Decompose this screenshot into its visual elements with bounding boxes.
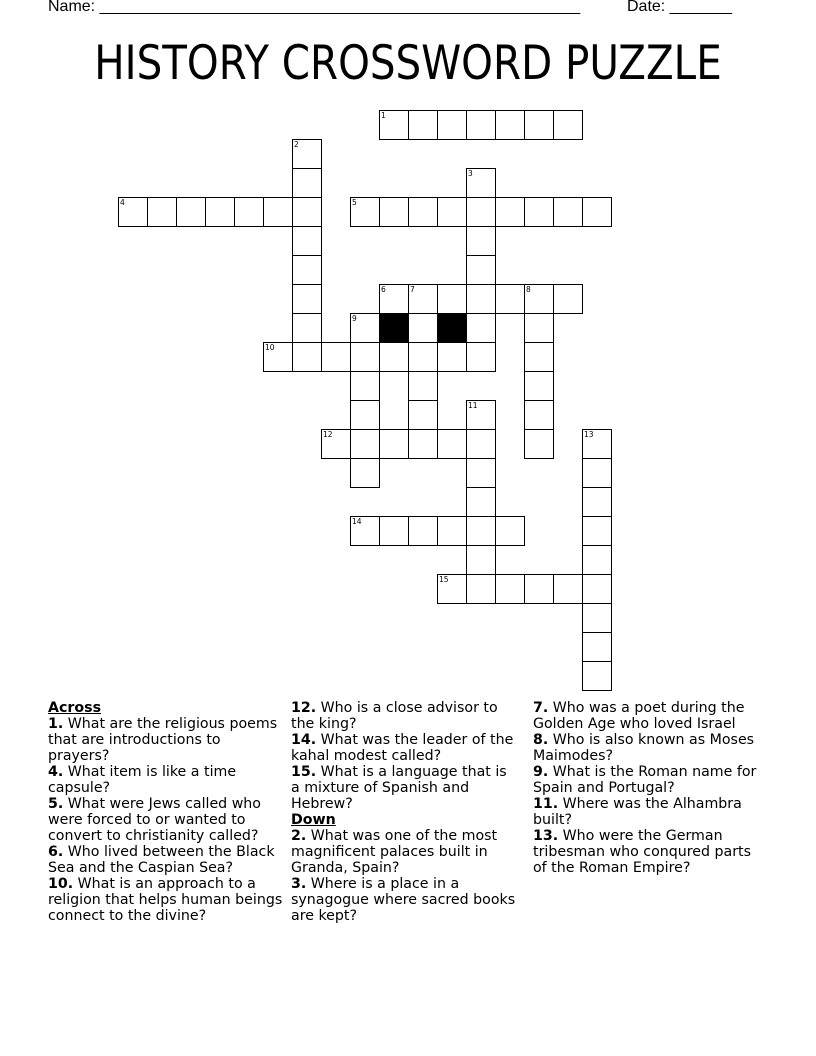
clue-number: 12 [323, 430, 333, 439]
crossword-cell[interactable] [408, 516, 438, 546]
crossword-cell[interactable] [582, 632, 612, 662]
crossword-cell[interactable] [466, 313, 496, 343]
crossword-cell[interactable] [350, 371, 380, 401]
clue-down-13: 13. Who were the German tribesman who conqured parts of the Roman Empire? [533, 828, 751, 876]
crossword-cell[interactable] [408, 313, 438, 343]
crossword-cell[interactable] [524, 429, 554, 459]
clue-number: 9 [352, 314, 357, 323]
crossword-cell[interactable] [495, 574, 525, 604]
crossword-cell[interactable] [321, 429, 351, 459]
crossword-cell[interactable] [495, 284, 525, 314]
crossword-cell[interactable] [582, 429, 612, 459]
crossword-cell[interactable] [263, 197, 293, 227]
clue-across-14: 14. What was the leader of the kahal modest called? [291, 732, 514, 764]
crossword-cell[interactable] [466, 458, 496, 488]
crossword-cell[interactable] [118, 197, 148, 227]
crossword-cell[interactable] [292, 255, 322, 285]
crossword-cell[interactable] [553, 110, 583, 140]
crossword-cell[interactable] [524, 371, 554, 401]
clue-across-12: 12. Who is a close advisor to the king? [291, 700, 498, 732]
crossword-cell[interactable] [553, 284, 583, 314]
blocked-cell [437, 313, 467, 343]
clue-down-3: 3. Where is a place in a synagogue where sacred books are kept? [291, 876, 516, 924]
crossword-cell[interactable] [437, 110, 467, 140]
crossword-cell[interactable] [292, 168, 322, 198]
crossword-cell[interactable] [437, 516, 467, 546]
crossword-cell[interactable] [582, 197, 612, 227]
clue-across-1: 1. What are the religious poems that are introductions to prayers? [48, 716, 278, 764]
crossword-cell[interactable] [408, 342, 438, 372]
clue-number: 5 [352, 198, 357, 207]
clue-across-15: 15. What is a language that is a mixture of Spanish and Hebrew? [291, 764, 507, 812]
crossword-cell[interactable] [466, 226, 496, 256]
crossword-cell[interactable] [582, 487, 612, 517]
crossword-cell[interactable] [466, 400, 496, 430]
crossword-cell[interactable] [350, 342, 380, 372]
crossword-cell[interactable] [495, 516, 525, 546]
clues-column-3 [533, 700, 765, 876]
blocked-cell [379, 313, 409, 343]
crossword-cell[interactable] [437, 342, 467, 372]
crossword-cell[interactable] [466, 487, 496, 517]
crossword-cell[interactable] [524, 197, 554, 227]
clue-down-11: 11. Where was the Alhambra built? [533, 796, 742, 828]
clue-number: 6 [381, 285, 386, 294]
crossword-cell[interactable] [292, 197, 322, 227]
date-field-label: Date: _______ [627, 0, 732, 15]
clue-number: 2 [294, 140, 299, 149]
crossword-cell[interactable] [582, 603, 612, 633]
crossword-cell[interactable] [466, 574, 496, 604]
crossword-cell[interactable] [350, 429, 380, 459]
crossword-cell[interactable] [350, 400, 380, 430]
crossword-cell[interactable] [437, 197, 467, 227]
crossword-cell[interactable] [379, 110, 409, 140]
crossword-cell[interactable] [524, 400, 554, 430]
crossword-cell[interactable] [437, 284, 467, 314]
crossword-cell[interactable] [553, 197, 583, 227]
clue-number: 11 [468, 401, 478, 410]
crossword-cell[interactable] [205, 197, 235, 227]
crossword-cell[interactable] [466, 255, 496, 285]
crossword-cell[interactable] [176, 197, 206, 227]
name-field-label: Name: ______________________________________________________ [48, 0, 581, 15]
crossword-cell[interactable] [524, 342, 554, 372]
clue-down-9: 9. What is the Roman name for Spain and Portugal? [533, 764, 757, 796]
clue-number: 3 [468, 169, 473, 178]
crossword-cell[interactable] [466, 110, 496, 140]
crossword-cell[interactable] [408, 400, 438, 430]
clues-column-2 [291, 700, 519, 924]
across-heading: Across [48, 700, 102, 716]
clue-number: 13 [584, 430, 594, 439]
clue-number: 8 [526, 285, 531, 294]
crossword-cell[interactable] [379, 516, 409, 546]
crossword-cell[interactable] [292, 139, 322, 169]
crossword-cell[interactable] [408, 429, 438, 459]
crossword-cell[interactable] [292, 342, 322, 372]
clue-number: 10 [265, 343, 275, 352]
crossword-cell[interactable] [524, 284, 554, 314]
crossword-cell[interactable] [466, 545, 496, 575]
crossword-cell[interactable] [350, 313, 380, 343]
crossword-cell[interactable] [379, 429, 409, 459]
crossword-cell[interactable] [495, 197, 525, 227]
crossword-cell[interactable] [263, 342, 293, 372]
crossword-cell[interactable] [524, 574, 554, 604]
crossword-cell[interactable] [582, 574, 612, 604]
crossword-cell[interactable] [466, 516, 496, 546]
crossword-cell[interactable] [350, 516, 380, 546]
crossword-cell[interactable] [553, 574, 583, 604]
crossword-cell[interactable] [408, 197, 438, 227]
crossword-cell[interactable] [379, 284, 409, 314]
clue-across-6: 6. Who lived between the Black Sea and the Caspian Sea? [48, 844, 275, 876]
page-title: HISTORY CROSSWORD PUZZLE [94, 36, 722, 91]
crossword-cell[interactable] [234, 197, 264, 227]
crossword-cell[interactable] [466, 168, 496, 198]
clues-column-1 [48, 700, 283, 924]
crossword-cell[interactable] [147, 197, 177, 227]
clue-number: 4 [120, 198, 125, 207]
crossword-cell[interactable] [408, 284, 438, 314]
crossword-cell[interactable] [292, 313, 322, 343]
clue-down-2: 2. What was one of the most magnificent palaces built in Granda, Spain? [291, 828, 498, 876]
crossword-cell[interactable] [582, 516, 612, 546]
crossword-cell[interactable] [582, 545, 612, 575]
crossword-cell[interactable] [408, 110, 438, 140]
crossword-cell[interactable] [466, 197, 496, 227]
crossword-cell[interactable] [466, 284, 496, 314]
crossword-cell[interactable] [466, 429, 496, 459]
clue-down-8: 8. Who is also known as Moses Maimodes? [533, 732, 755, 764]
clue-number: 7 [410, 285, 415, 294]
crossword-cell[interactable] [350, 197, 380, 227]
clue-number: 14 [352, 517, 362, 526]
crossword-cell[interactable] [408, 371, 438, 401]
crossword-cell[interactable] [495, 110, 525, 140]
crossword-cell[interactable] [292, 226, 322, 256]
crossword-cell[interactable] [582, 458, 612, 488]
crossword-cell[interactable] [582, 661, 612, 691]
crossword-cell[interactable] [437, 574, 467, 604]
crossword-cell[interactable] [437, 429, 467, 459]
crossword-cell[interactable] [524, 110, 554, 140]
crossword-cell[interactable] [321, 342, 351, 372]
clue-across-5: 5. What were Jews called who were forced to or wanted to convert to christianity called? [48, 796, 261, 844]
down-heading: Down [291, 812, 336, 828]
crossword-cell[interactable] [524, 313, 554, 343]
clue-across-4: 4. What item is like a time capsule? [48, 764, 237, 796]
clue-across-10: 10. What is an approach to a religion that helps human beings connect to the divine? [48, 876, 283, 924]
clue-number: 15 [439, 575, 449, 584]
crossword-cell[interactable] [292, 284, 322, 314]
crossword-cell[interactable] [379, 197, 409, 227]
crossword-cell[interactable] [379, 342, 409, 372]
clue-down-7: 7. Who was a poet during the Golden Age who loved Israel [533, 700, 745, 732]
clue-number: 1 [381, 111, 386, 120]
crossword-cell[interactable] [350, 458, 380, 488]
crossword-cell[interactable] [466, 342, 496, 372]
